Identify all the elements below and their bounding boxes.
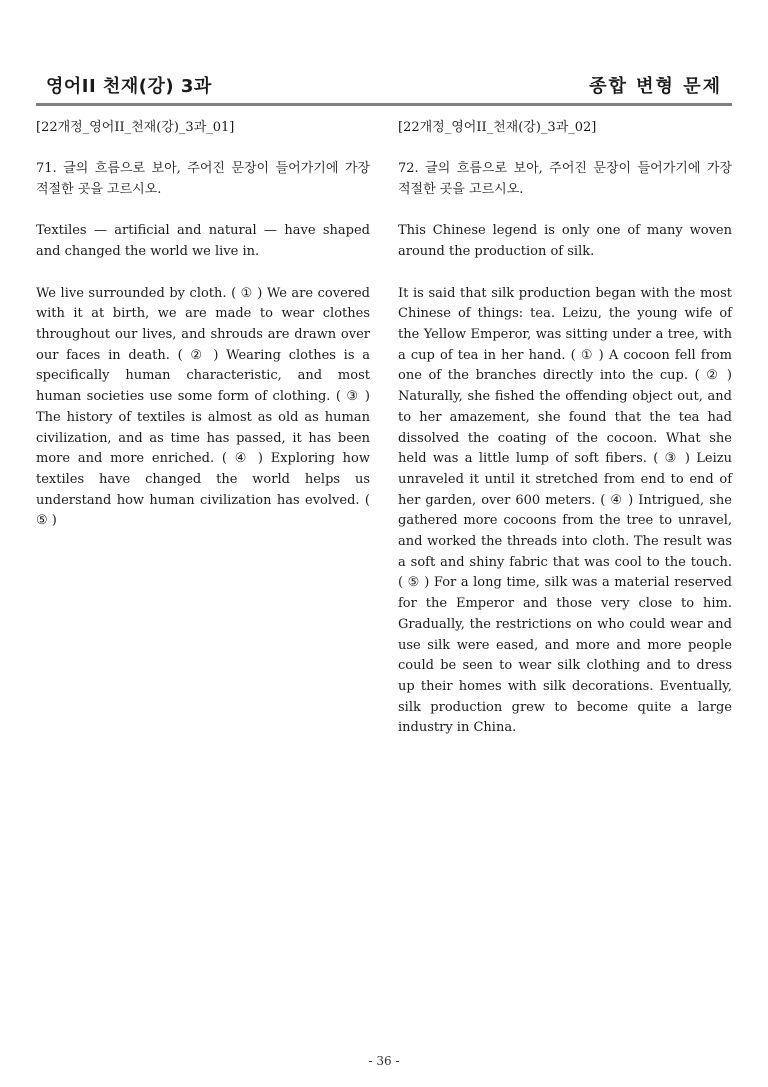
question-passage: We live surrounded by cloth. ( ① ) We are covered with it at birth, we are made to wear clothes throughout our lives, and shrouds are drawn over our faces in death. ( ② ) Wearing clothes is a specifically human characteristic, and most human societies use some form of clothing. ( ③ ) The history of textiles is almost as old as human civilization, and as time has passed, it has been more and more enriched. ( ④ ) Exploring how textiles have changed the world helps us understand how human civilization has evolved. ( ⑤ ) [36, 285, 370, 529]
question-72 [398, 118, 732, 760]
unit-title: 영어II 천재(강) 3과 [46, 76, 212, 97]
question-prompt: 71. 글의 흐름으로 보아, 주어진 문장이 들어가기에 가장 적절한 곳을 고르시오. [36, 161, 370, 198]
given-sentence: This Chinese legend is only one of many woven around the production of silk. [398, 223, 732, 260]
question-code: [22개정_영어II_천재(강)_3과_02] [398, 120, 597, 135]
section-title: 종합 변형 문제 [589, 76, 722, 97]
question-code: [22개정_영어II_천재(강)_3과_01] [36, 120, 235, 135]
question-passage: It is said that silk production began with the most Chinese of things: tea. Leizu, the young wife of the Yellow Emperor, was sitting under a tree, with a cup of tea in her hand. ( ① ) A cocoon fell from one of the branches directly into the cup. ( ② ) Naturally, she fished the offending object out, and to her amazement, she found that the tea had dissolved the coating of the cocoon. What she held was a little lump of soft fibers. ( ③ ) Leizu unraveled it until it stretched from end to end of her garden, over 600 meters. ( ④ ) Intrigued, she gathered more cocoons from the tree to unravel, and worked the threads into cloth. The result was a soft and shiny fabric that was cool to the touch. ( ⑤ ) For a long time, silk was a material reserved for the Emperor and those very close to him. Gradually, the restrictions on who could wear and use silk were eased, and more and more people could be seen to wear silk clothing and to dress up their homes with silk decorations. Eventually, silk production grew to become quite a large industry in China. [398, 285, 732, 736]
question-prompt: 72. 글의 흐름으로 보아, 주어진 문장이 들어가기에 가장 적절한 곳을 고르시오. [398, 161, 732, 198]
page-header [36, 72, 732, 98]
header-divider [36, 103, 732, 106]
question-71 [36, 118, 370, 553]
page-number: - 36 - [368, 1054, 400, 1068]
given-sentence: Textiles — artificial and natural — have shaped and changed the world we live in. [36, 223, 370, 260]
